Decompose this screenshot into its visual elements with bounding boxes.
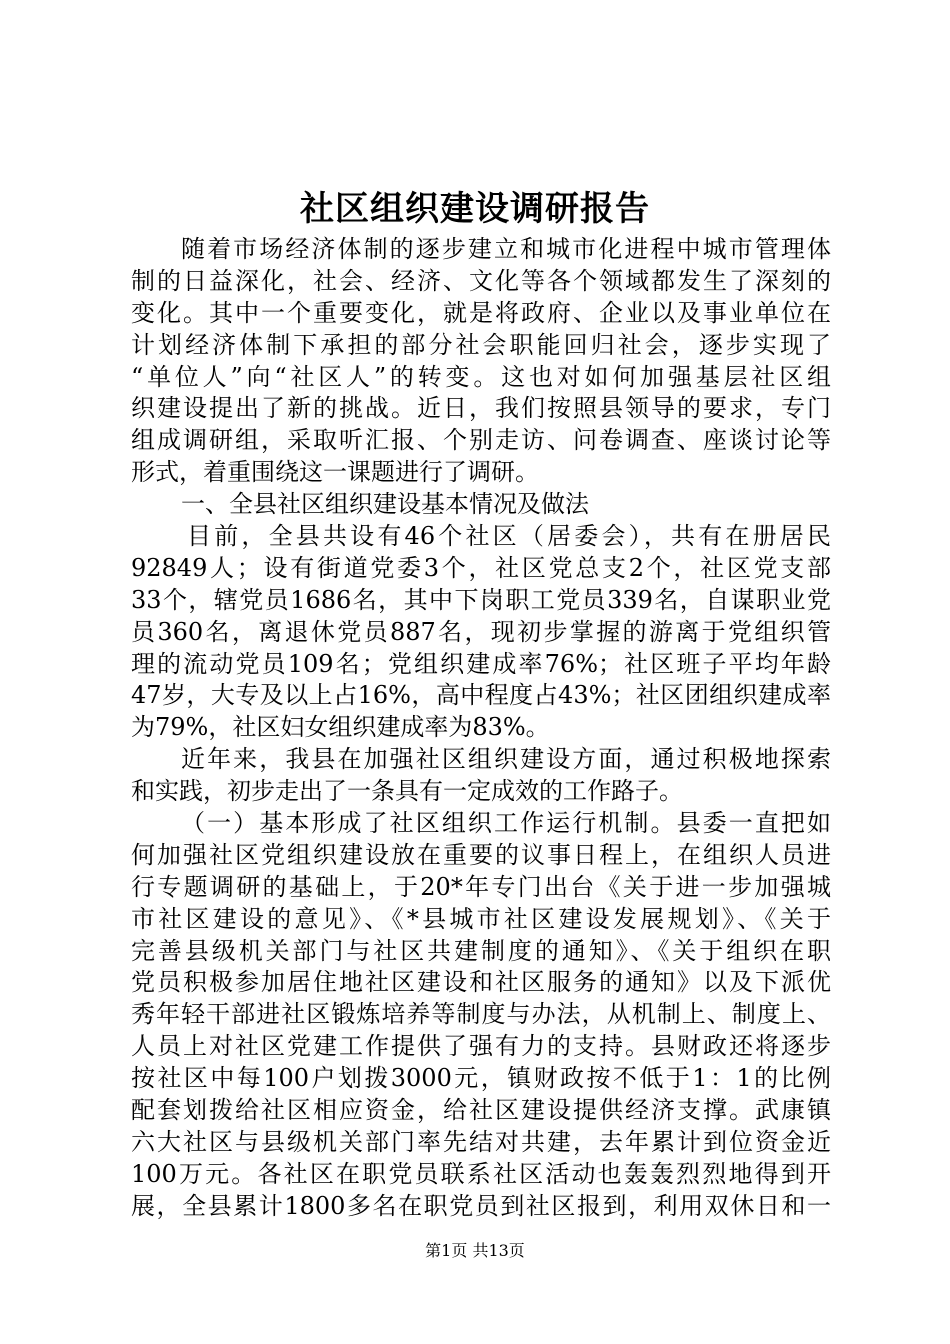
text-line: 随着市场经济体制的逐步建立和城市化进程中城市管理体 xyxy=(181,235,831,263)
text-line: 组成调研组，采取听汇报、个别走访、问卷调查、座谈讨论等 xyxy=(131,426,831,455)
text-line: 人员上对社区党建工作提供了强有力的支持。县财政还将逐步 xyxy=(131,1032,831,1061)
text-line: 和实践，初步走出了一条具有一定成效的工作路子。 xyxy=(131,777,683,806)
document-title: 社区组织建设调研报告 xyxy=(300,189,650,229)
text-line: 理的流动党员109名；党组织建成率76%；社区班子平均年龄 xyxy=(131,649,831,678)
page-footer: 第1页 共13页 xyxy=(425,1241,525,1260)
section-heading: 一、全县社区组织建设基本情况及做法 xyxy=(181,490,589,519)
text-line: 员360名，离退休党员887名，现初步掌握的游离于党组织管 xyxy=(131,617,831,646)
text-line: 何加强社区党组织建设放在重要的议事日程上，在组织人员进 xyxy=(131,840,831,869)
text-line: 党员积极参加居住地社区建设和社区服务的通知》以及下派优 xyxy=(131,968,831,997)
text-line: 展，全县累计1800多名在职党员到社区报到，利用双休日和一 xyxy=(131,1191,831,1220)
text-line: 按社区中每100户划拨3000元，镇财政按不低于1：1的比例 xyxy=(131,1064,831,1093)
text-line: 变化。其中一个重要变化，就是将政府、企业以及事业单位在 xyxy=(131,298,831,327)
text-line: 92849人；设有街道党委3个，社区党总支2个，社区党支部 xyxy=(131,553,831,582)
text-line: 六大社区与县级机关部门率先结对共建，去年累计到位资金近 xyxy=(131,1127,831,1156)
text-line: 33个，辖党员1686名，其中下岗职工党员339名，自谋职业党 xyxy=(131,585,831,614)
text-line: 目前，全县共设有46个社区（居委会），共有在册居民 xyxy=(187,522,831,551)
text-line: 近年来，我县在加强社区组织建设方面，通过积极地探索 xyxy=(181,745,831,774)
text-line: 47岁，大专及以上占16%，高中程度占43%；社区团组织建成率 xyxy=(131,681,831,710)
text-line: “单位人”向“社区人”的转变。这也对如何加强基层社区组 xyxy=(131,362,831,391)
text-line: 100万元。各社区在职党员联系社区活动也轰轰烈烈地得到开 xyxy=(131,1159,831,1188)
text-line: 行专题调研的基础上，于20*年专门出台《关于进一步加强城 xyxy=(131,872,831,901)
text-line: 形式，着重围绕这一课题进行了调研。 xyxy=(131,458,539,487)
text-line: （一）基本形成了社区组织工作运行机制。县委一直把如 xyxy=(181,809,831,838)
text-line: 制的日益深化，社会、经济、文化等各个领域都发生了深刻的 xyxy=(131,266,831,295)
text-line: 织建设提出了新的挑战。近日，我们按照县领导的要求，专门 xyxy=(131,394,831,423)
text-line: 配套划拨给社区相应资金，给社区建设提供经济支撑。武康镇 xyxy=(131,1096,831,1125)
text-line: 为79%，社区妇女组织建成率为83%。 xyxy=(131,713,550,742)
document-body xyxy=(131,234,831,1223)
text-line: 计划经济体制下承担的部分社会职能回归社会，逐步实现了 xyxy=(131,330,831,359)
text-line: 秀年轻干部进社区锻炼培养等制度与办法，从机制上、制度上、 xyxy=(131,1000,831,1029)
text-line: 完善县级机关部门与社区共建制度的通知》、《关于组织在职 xyxy=(131,936,831,965)
text-line: 市社区建设的意见》、《*县城市社区建设发展规划》、《关于 xyxy=(131,904,831,933)
